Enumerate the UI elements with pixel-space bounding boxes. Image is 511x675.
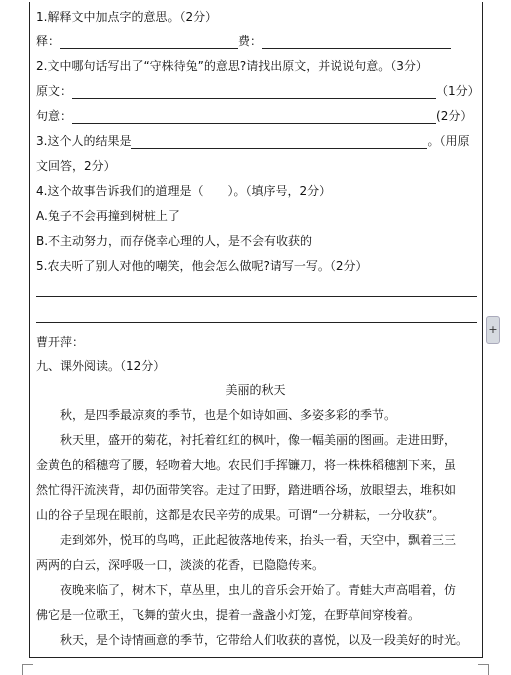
q4-label: 4.这个故事告诉我们的道理是（ ）。（填序号，2分） xyxy=(36,184,332,198)
q2-juyi-blank[interactable] xyxy=(72,112,436,124)
q2-juyi-label: 句意： xyxy=(36,109,73,123)
q2-yuanwen-score: （1分） xyxy=(436,84,480,98)
q1-answer-row xyxy=(36,33,451,49)
q3-line2: 文回答，2分） xyxy=(36,159,116,173)
q2-yuanwen-label: 原文： xyxy=(36,84,73,98)
article-line: 夜晚来临了，树木下，草丛里，虫儿的音乐会开始了。青蛙大声高唱着，仿 xyxy=(36,583,457,597)
article-line: 山的谷子呈现在眼前，这都是农民辛劳的成果。可谓“一分耕耘，一分收获”。 xyxy=(36,508,445,522)
article-line: 两两的白云，深呼吸一口，淡淡的花香，已隐隐传来。 xyxy=(36,558,325,572)
q5-label: 5.农夫听了别人对他的嘲笑，他会怎么做呢?请写一写。（2分） xyxy=(36,259,368,273)
section-heading: 九、课外阅读。（12分） xyxy=(36,359,166,373)
corner-mark-bottom-right xyxy=(478,664,489,675)
q2-yuanwen-blank[interactable] xyxy=(72,87,436,99)
article-line: 秋天里，盛开的菊花，衬托着红红的枫叶，像一幅美丽的图画。走进田野， xyxy=(36,433,457,447)
q1-fei-label: 费： xyxy=(238,34,263,48)
q3-tail: 。（用原 xyxy=(427,134,470,148)
q1-label: 1.解释文中加点字的意思。（2分） xyxy=(36,10,218,24)
q2-yuanwen-row xyxy=(36,83,480,99)
expand-tab[interactable] xyxy=(486,316,500,344)
article-line: 金黄色的稻穗弯了腰，轻吻着大地。农民们手挥镰刀，将一株株稻穗割下来，虽 xyxy=(36,458,457,472)
q3-label: 3.这个人的结果是 xyxy=(36,134,132,148)
article-line: 走到郊外，悦耳的鸟鸣，正此起彼落地传来，抬头一看，天空中，飘着三三 xyxy=(36,533,457,547)
corner-mark-bottom-left xyxy=(22,664,33,675)
q3-blank[interactable] xyxy=(131,137,427,149)
q4-option-a: A.兔子不会再撞到树桩上了 xyxy=(36,209,180,223)
article-line: 秋，是四季最凉爽的季节，也是个如诗如画、多姿多彩的季节。 xyxy=(36,408,397,422)
plus-icon: + xyxy=(488,323,498,336)
q4-option-b: B.不主动努力，而存侥幸心理的人，是不会有收获的 xyxy=(36,234,313,248)
q5-answer-line-2[interactable] xyxy=(36,322,477,323)
author-label: 曹开萍： xyxy=(36,335,85,349)
article-line: 佛它是一位歌王，飞舞的萤火虫，提着一盏盏小灯笼，在野草间穿梭着。 xyxy=(36,608,421,622)
q1-fei-blank[interactable] xyxy=(262,37,451,49)
article-title: 美丽的秋天 xyxy=(225,383,286,397)
q5-answer-line-1[interactable] xyxy=(36,296,477,297)
q1-shi-label: 释： xyxy=(36,34,61,48)
q1-shi-blank[interactable] xyxy=(60,37,238,49)
q3-row xyxy=(36,133,469,149)
q2-juyi-row xyxy=(36,108,472,124)
article-line: 然忙得汗流浃背，却仍面带笑容。走过了田野，踏进晒谷场，放眼望去，堆积如 xyxy=(36,483,457,497)
article-line: 秋天，是个诗情画意的季节，它带给人们收获的喜悦，以及一段美好的时光。 xyxy=(36,633,469,647)
q2-label: 2.文中哪句话写出了“守株待兔”的意思?请找出原文，并说说句意。（3分） xyxy=(36,59,428,73)
q2-juyi-score: (2分） xyxy=(436,109,473,123)
